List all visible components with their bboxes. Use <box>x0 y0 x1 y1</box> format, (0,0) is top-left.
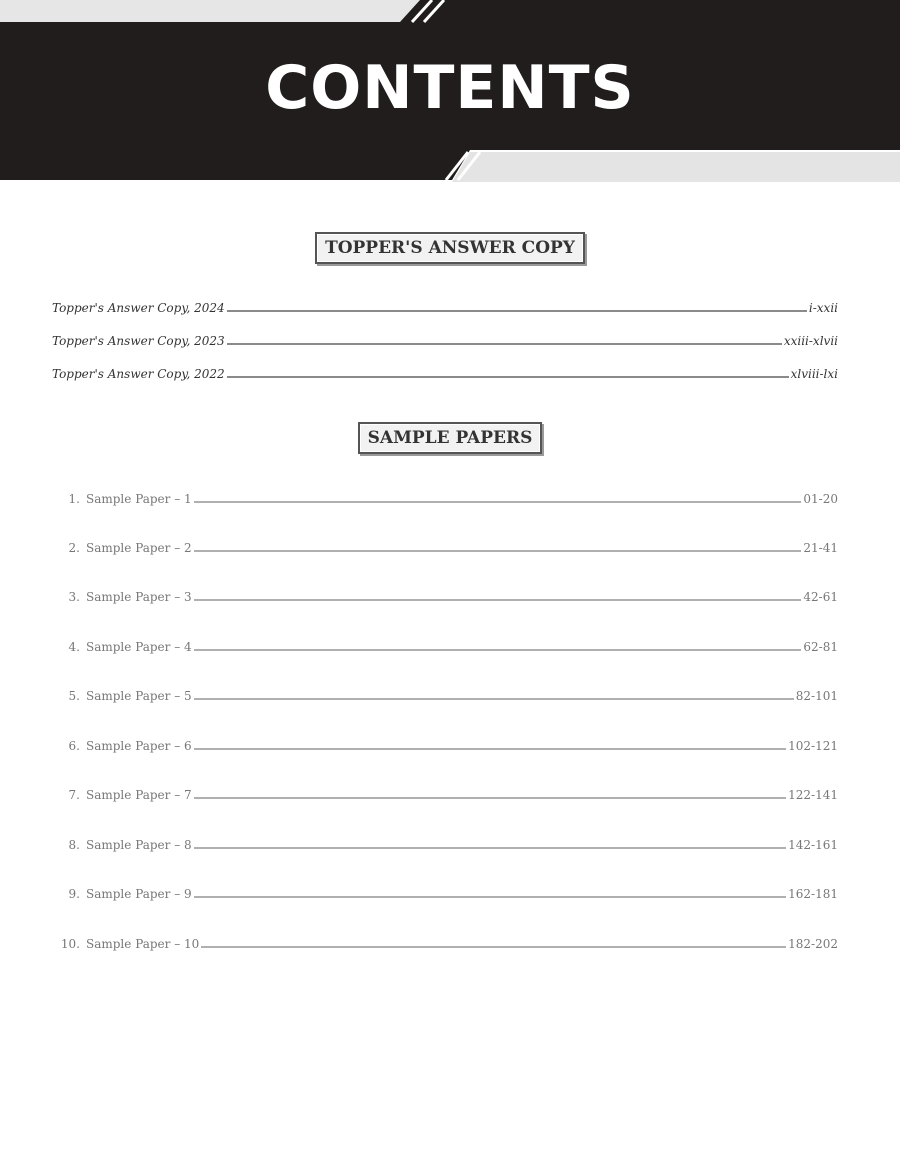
toc-number: 3. <box>68 590 80 604</box>
section-heading-label: SAMPLE PAPERS <box>358 422 543 454</box>
toc-entry-sample-paper-6[interactable] <box>52 731 838 753</box>
toc-entry-sample-paper-4[interactable] <box>52 632 838 654</box>
dot-leader <box>227 376 789 378</box>
toc-label: Topper's Answer Copy, 2022 <box>52 367 225 381</box>
dot-leader <box>194 501 802 503</box>
dot-leader <box>227 343 782 345</box>
dot-leader <box>194 550 802 552</box>
toc-entry-sample-paper-1[interactable] <box>52 484 838 506</box>
page-title: CONTENTS <box>265 53 635 123</box>
dot-leader <box>194 599 802 601</box>
toc-entry-sample-paper-3[interactable] <box>52 582 838 604</box>
toc-entry-toppers-2024[interactable] <box>52 293 838 315</box>
toc-label: Sample Paper – 3 <box>86 590 192 604</box>
toc-number: 2. <box>68 541 80 555</box>
section-heading-toppers <box>0 232 900 264</box>
toc-label: Sample Paper – 7 <box>86 788 192 802</box>
toc-pages: 182-202 <box>788 937 838 951</box>
toc-entry-toppers-2023[interactable] <box>52 326 838 348</box>
toc-entry-sample-paper-9[interactable] <box>52 879 838 901</box>
toc-label: Sample Paper – 1 <box>86 492 192 506</box>
toc-number: 10. <box>60 937 80 951</box>
toc-number: 5. <box>68 689 80 703</box>
toc-label: Topper's Answer Copy, 2024 <box>52 301 225 315</box>
toc-pages: 142-161 <box>788 838 838 852</box>
toc-label: Topper's Answer Copy, 2023 <box>52 334 225 348</box>
toc-entry-sample-paper-5[interactable] <box>52 681 838 703</box>
toc-entry-sample-paper-2[interactable] <box>52 533 838 555</box>
dot-leader <box>194 896 786 898</box>
dot-leader <box>227 310 807 312</box>
toc-pages: 21-41 <box>803 541 838 555</box>
toc-label: Sample Paper – 9 <box>86 887 192 901</box>
toc-pages: xxiii-xlvii <box>783 334 838 348</box>
section-heading-sample-papers <box>0 422 900 454</box>
toc-label: Sample Paper – 5 <box>86 689 192 703</box>
dot-leader <box>201 946 786 948</box>
toc-entry-sample-paper-10[interactable] <box>52 929 838 951</box>
toc-pages: 122-141 <box>788 788 838 802</box>
dot-leader <box>194 847 786 849</box>
dot-leader <box>194 649 802 651</box>
toc-entry-sample-paper-8[interactable] <box>52 830 838 852</box>
toc-number: 6. <box>68 739 80 753</box>
toc-label: Sample Paper – 2 <box>86 541 192 555</box>
toc-pages: 102-121 <box>788 739 838 753</box>
toc-pages: 01-20 <box>803 492 838 506</box>
toc-number: 8. <box>68 838 80 852</box>
toc-pages: 162-181 <box>788 887 838 901</box>
toc-pages: 82-101 <box>795 689 838 703</box>
toc-label: Sample Paper – 4 <box>86 640 192 654</box>
toc-number: 1. <box>68 492 80 506</box>
contents-banner <box>0 0 900 190</box>
toc-number: 7. <box>68 788 80 802</box>
toc-pages: xlviii-lxi <box>790 367 838 381</box>
toc-entry-toppers-2022[interactable] <box>52 359 838 381</box>
dot-leader <box>194 797 786 799</box>
dot-leader <box>194 748 786 750</box>
dot-leader <box>194 698 794 700</box>
toc-number: 4. <box>68 640 80 654</box>
section-heading-label: TOPPER'S ANSWER COPY <box>315 232 585 264</box>
toc-pages: 42-61 <box>803 590 838 604</box>
toc-number: 9. <box>68 887 80 901</box>
toc-label: Sample Paper – 6 <box>86 739 192 753</box>
toc-pages: i-xxii <box>808 301 838 315</box>
toc-pages: 62-81 <box>803 640 838 654</box>
toc-label: Sample Paper – 10 <box>86 937 200 951</box>
toc-label: Sample Paper – 8 <box>86 838 192 852</box>
toc-entry-sample-paper-7[interactable] <box>52 780 838 802</box>
